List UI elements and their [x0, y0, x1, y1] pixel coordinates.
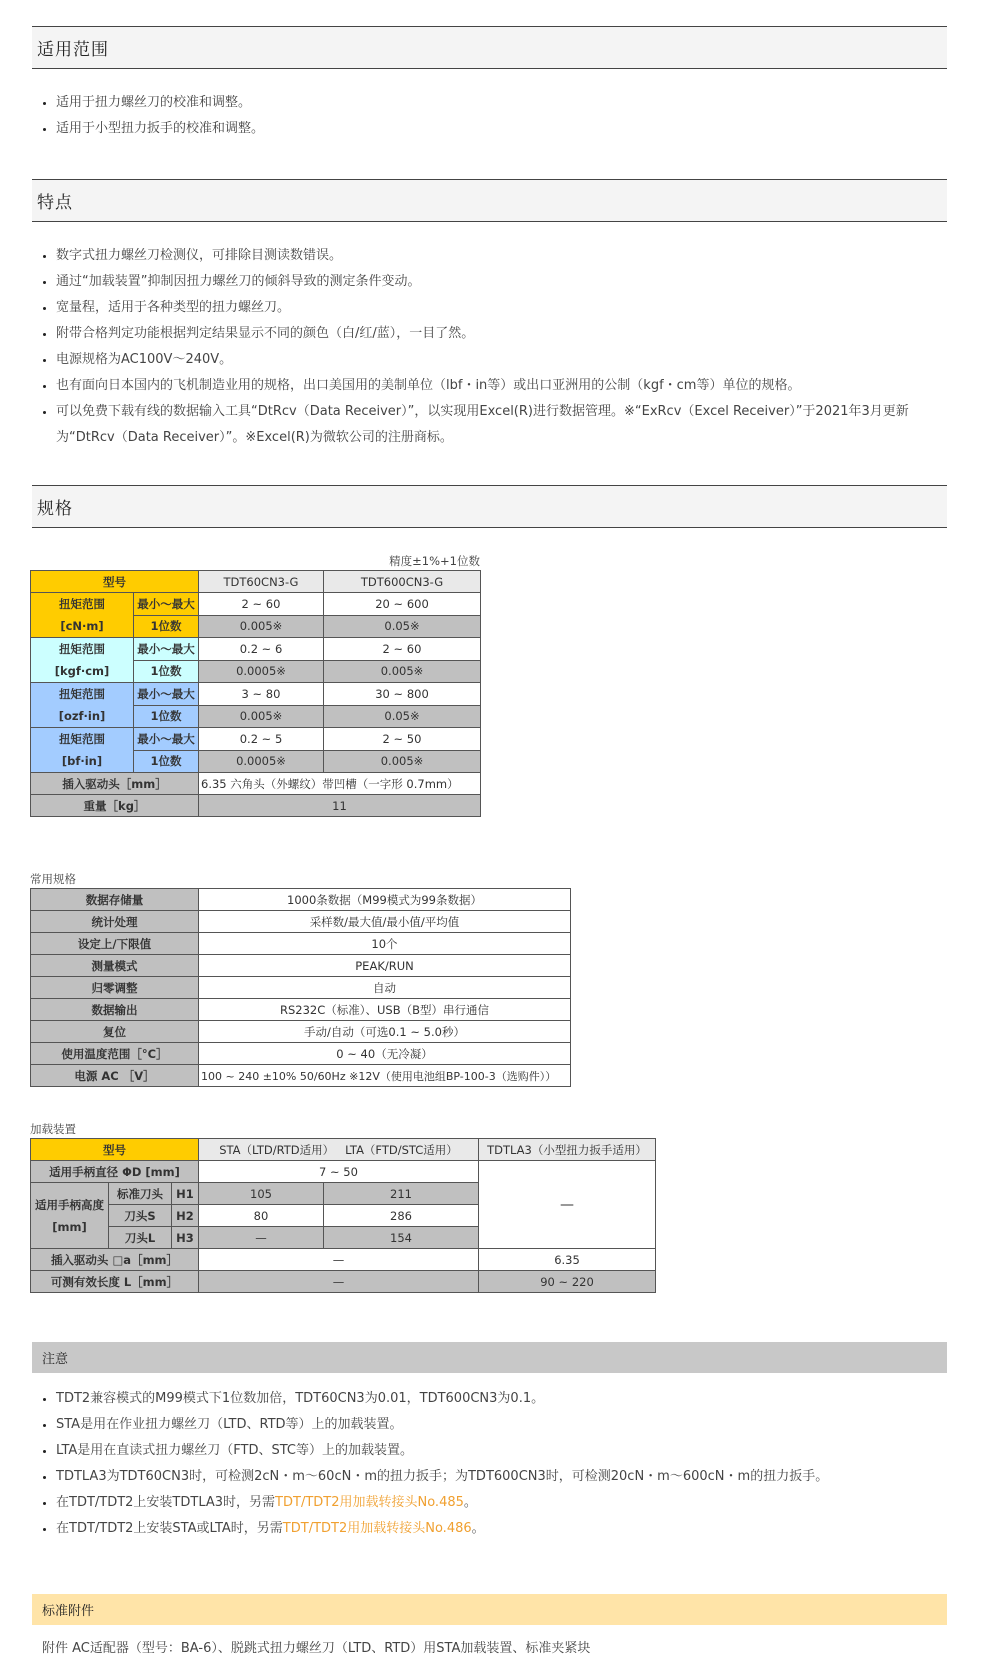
list-item: • 也有面向日本国内的飞机制造业用的规格，出口美国用的美制单位（lbf・in等）或出口亚洲用的公制（kgf・cm等）单位的规格。	[56, 373, 947, 399]
drive-sta-lta: —	[199, 1249, 479, 1271]
list-item: • 附带合格判定功能根据判定结果显示不同的颜色（白/红/蓝），一目了然。	[56, 321, 947, 347]
table-cell: 0.0005※	[199, 750, 324, 773]
col-sta-lta	[199, 1139, 479, 1161]
note-prefix: 在TDT/TDT2上安装TDTLA3时，另需	[56, 1495, 276, 1510]
accuracy-note: 精度±1%+1位数	[389, 554, 480, 568]
table-cell: 2 ~ 50	[324, 728, 481, 751]
row-label: 统计处理	[31, 911, 199, 933]
torque-unit-text: [bf·in]	[61, 754, 103, 768]
digit-label: 1位数	[134, 615, 199, 638]
table-cell: 80	[199, 1205, 324, 1227]
row-label: 数据存储量	[31, 889, 199, 911]
list-item: • LTA是用在直读式扭力螺丝刀（FTD、STC等）上的加载装置。	[56, 1438, 947, 1464]
torque-unit-text: [ozf·in]	[58, 709, 106, 723]
length-label: 可测有效长度 L［mm］	[31, 1271, 199, 1293]
table-row	[31, 795, 481, 817]
table-row	[31, 571, 481, 593]
head-code: H2	[172, 1205, 199, 1227]
min-max-label: 最小～最大	[134, 728, 199, 751]
list-item: • 宽量程，适用于各种类型的扭力螺丝刀。	[56, 295, 947, 321]
digit-label: 1位数	[134, 705, 199, 728]
row-label: 数据输出	[31, 999, 199, 1021]
table-cell: 0.2 ~ 6	[199, 638, 324, 661]
section-title-spec: 规格	[37, 499, 73, 519]
digit-label: 1位数	[134, 660, 199, 683]
col-sta: STA（LTD/RTD适用）	[219, 1142, 335, 1157]
section-header-spec	[32, 485, 947, 528]
list-item: • STA是用在作业扭力螺丝刀（LTD、RTD等）上的加载装置。	[56, 1412, 947, 1438]
torque-label-text: 扭矩范围	[59, 732, 105, 746]
list-item: • TDTLA3为TDT60CN3时，可检测2cN・m〜60cN・m的扭力扳手；为TDT600CN3时，可检测20cN・m〜600cN・m的扭力扳手。	[56, 1464, 947, 1490]
table-row	[31, 889, 571, 911]
table-cell: 30 ~ 800	[324, 683, 481, 706]
row-label: 测量模式	[31, 955, 199, 977]
table-cell: 286	[324, 1205, 479, 1227]
list-item: • TDT2兼容模式的M99模式下1位数加倍，TDT60CN3为0.01，TDT600CN3为0.1。	[56, 1386, 947, 1412]
col-tdtla3: TDTLA3（小型扭力扳手适用）	[479, 1139, 656, 1161]
row-label: 设定上/下限值	[31, 933, 199, 955]
table-row	[31, 728, 481, 751]
note-suffix: 。	[471, 1521, 485, 1536]
list-item: • 数字式扭力螺丝刀检测仪，可排除目测读数错误。	[56, 243, 947, 269]
torque-range-label	[31, 683, 134, 728]
height-label	[31, 1183, 109, 1249]
list-item: • 适用于小型扭力扳手的校准和调整。	[56, 116, 947, 142]
row-value: 1000条数据（M99模式为99条数据）	[199, 889, 571, 911]
row-label: 归零调整	[31, 977, 199, 999]
table-cell: 0.005※	[199, 705, 324, 728]
table-row	[31, 773, 481, 795]
length-sta-lta: —	[199, 1271, 479, 1293]
table-row	[31, 1249, 656, 1271]
torque-label-text: 扭矩范围	[59, 687, 105, 701]
table-row	[31, 977, 571, 999]
weight-label: 重量［kg］	[31, 795, 199, 817]
section-header-features	[32, 179, 947, 222]
row-value: RS232C（标准）、USB（B型）串行通信	[199, 999, 571, 1021]
model-header: 型号	[31, 571, 199, 593]
row-value: PEAK/RUN	[199, 955, 571, 977]
accessories-title: 标准附件	[42, 1604, 95, 1619]
table-cell: 3 ~ 80	[199, 683, 324, 706]
list-item	[56, 1516, 947, 1542]
table-row	[31, 683, 481, 706]
torque-range-label	[31, 593, 134, 638]
row-label: 使用温度范围［°C］	[31, 1043, 199, 1065]
head-code: H3	[172, 1227, 199, 1249]
diameter-label: 适用手柄直径 ΦD [mm]	[31, 1161, 199, 1183]
features-list	[32, 243, 947, 451]
note-suffix: 。	[463, 1495, 477, 1510]
table-cell: 154	[324, 1227, 479, 1249]
min-max-label: 最小～最大	[134, 683, 199, 706]
torque-range-label	[31, 728, 134, 773]
table-cell: 0.2 ~ 5	[199, 728, 324, 751]
torque-unit-text: [kgf·cm]	[54, 664, 110, 678]
row-label: 电源 AC ［V］	[31, 1065, 199, 1087]
min-max-label: 最小～最大	[134, 638, 199, 661]
scope-list	[32, 90, 947, 142]
torque-unit-text: [cN·m]	[60, 619, 104, 633]
adapter-485-link[interactable]: TDT/TDT2用加载转接头No.485	[275, 1495, 464, 1510]
table-cell: 211	[324, 1183, 479, 1205]
spec-table	[30, 570, 481, 817]
table-cell: 0.005※	[324, 660, 481, 683]
list-item: • 通过“加载装置”抑制因扭力螺丝刀的倾斜导致的测定条件变动。	[56, 269, 947, 295]
table-cell: 105	[199, 1183, 324, 1205]
notes-title: 注意	[42, 1352, 69, 1367]
accessories-text: 附件 AC适配器（型号：BA-6）、脱跳式扭力螺丝刀（LTD、RTD）用STA加载装置、标准夹紧块	[42, 1641, 591, 1656]
list-item: • 可以免费下载有线的数据输入工具“DtRcv（Data Receiver）”，以实现用Excel(R)进行数据管理。※“ExRcv（Excel Receiver）”于2021年3月更新为“DtRcv（Data Receiver）”。※Excel(R)为微软公司的注册商标。	[56, 399, 947, 451]
model-name: TDT600CN3-G	[324, 571, 481, 593]
row-value: 100 ~ 240 ±10% 50/60Hz ※12V（使用电池组BP-100-3（选购件））	[199, 1065, 571, 1087]
table-cell: 2 ~ 60	[324, 638, 481, 661]
drive-label: 插入驱动头［mm］	[31, 773, 199, 795]
row-label: 复位	[31, 1021, 199, 1043]
adapter-486-link[interactable]: TDT/TDT2用加载转接头No.486	[282, 1521, 472, 1536]
table-row	[31, 933, 571, 955]
diameter-value: 7 ~ 50	[199, 1161, 479, 1183]
table-row	[31, 911, 571, 933]
length-tdtla3: 90 ~ 220	[479, 1271, 656, 1293]
table-row	[31, 1021, 571, 1043]
table-row	[31, 1139, 656, 1161]
table-cell: 0.05※	[324, 705, 481, 728]
model-header: 型号	[31, 1139, 199, 1161]
weight-value: 11	[199, 795, 481, 817]
section-title-features: 特点	[37, 193, 73, 213]
loader-table-block	[30, 1120, 655, 1293]
accessories-header	[32, 1594, 947, 1625]
drive-value: 6.35 六角头（外螺纹）带凹槽（一字形 0.7mm）	[199, 773, 481, 795]
drive-tdtla3: 6.35	[479, 1249, 656, 1271]
common-table	[30, 888, 571, 1087]
row-value: 采样数/最大值/最小值/平均值	[199, 911, 571, 933]
table-row	[31, 1271, 656, 1293]
head-name: 刀头L	[109, 1227, 172, 1249]
col-lta: LTA（FTD/STC适用）	[345, 1142, 458, 1157]
list-item	[56, 1490, 947, 1516]
table-row	[31, 999, 571, 1021]
note-prefix: 在TDT/TDT2上安装STA或LTA时，另需	[56, 1521, 283, 1536]
row-value: 0 ~ 40（无冷凝）	[199, 1043, 571, 1065]
loader-table	[30, 1138, 656, 1293]
list-item: • 适用于扭力螺丝刀的校准和调整。	[56, 90, 947, 116]
table-row	[31, 1043, 571, 1065]
row-value: 自动	[199, 977, 571, 999]
section-title-scope: 适用范围	[37, 40, 109, 60]
table-row	[31, 1065, 571, 1087]
torque-label-text: 扭矩范围	[59, 597, 105, 611]
digit-label: 1位数	[134, 750, 199, 773]
common-caption: 常用规格	[30, 872, 76, 886]
common-table-block	[30, 870, 570, 1087]
table-cell: 0.0005※	[199, 660, 324, 683]
torque-range-label	[31, 638, 134, 683]
notes-header	[32, 1342, 947, 1373]
drive-label: 插入驱动头 □a［mm］	[31, 1249, 199, 1271]
head-name: 标准刀头	[109, 1183, 172, 1205]
loader-caption: 加载装置	[30, 1122, 76, 1136]
height-unit-text: [mm]	[52, 1219, 87, 1234]
table-row	[31, 955, 571, 977]
table-cell: 20 ~ 600	[324, 593, 481, 616]
head-name: 刀头S	[109, 1205, 172, 1227]
row-value: 手动/自动（可选0.1 ~ 5.0秒）	[199, 1021, 571, 1043]
table-row	[31, 1161, 656, 1183]
spec-table-block	[30, 552, 480, 817]
table-cell: 2 ~ 60	[199, 593, 324, 616]
tdtla3-height-value: —	[479, 1161, 656, 1249]
table-cell: 0.005※	[324, 750, 481, 773]
notes-list	[32, 1386, 947, 1542]
table-cell: 0.005※	[199, 615, 324, 638]
table-cell: —	[199, 1227, 324, 1249]
min-max-label: 最小～最大	[134, 593, 199, 616]
table-row	[31, 638, 481, 661]
height-label-text: 适用手柄高度	[35, 1197, 104, 1212]
torque-label-text: 扭矩范围	[59, 642, 105, 656]
row-value: 10个	[199, 933, 571, 955]
list-item: • 电源规格为AC100V〜240V。	[56, 347, 947, 373]
model-name: TDT60CN3-G	[199, 571, 324, 593]
table-cell: 0.05※	[324, 615, 481, 638]
section-header-scope	[32, 26, 947, 69]
table-row	[31, 593, 481, 616]
head-code: H1	[172, 1183, 199, 1205]
